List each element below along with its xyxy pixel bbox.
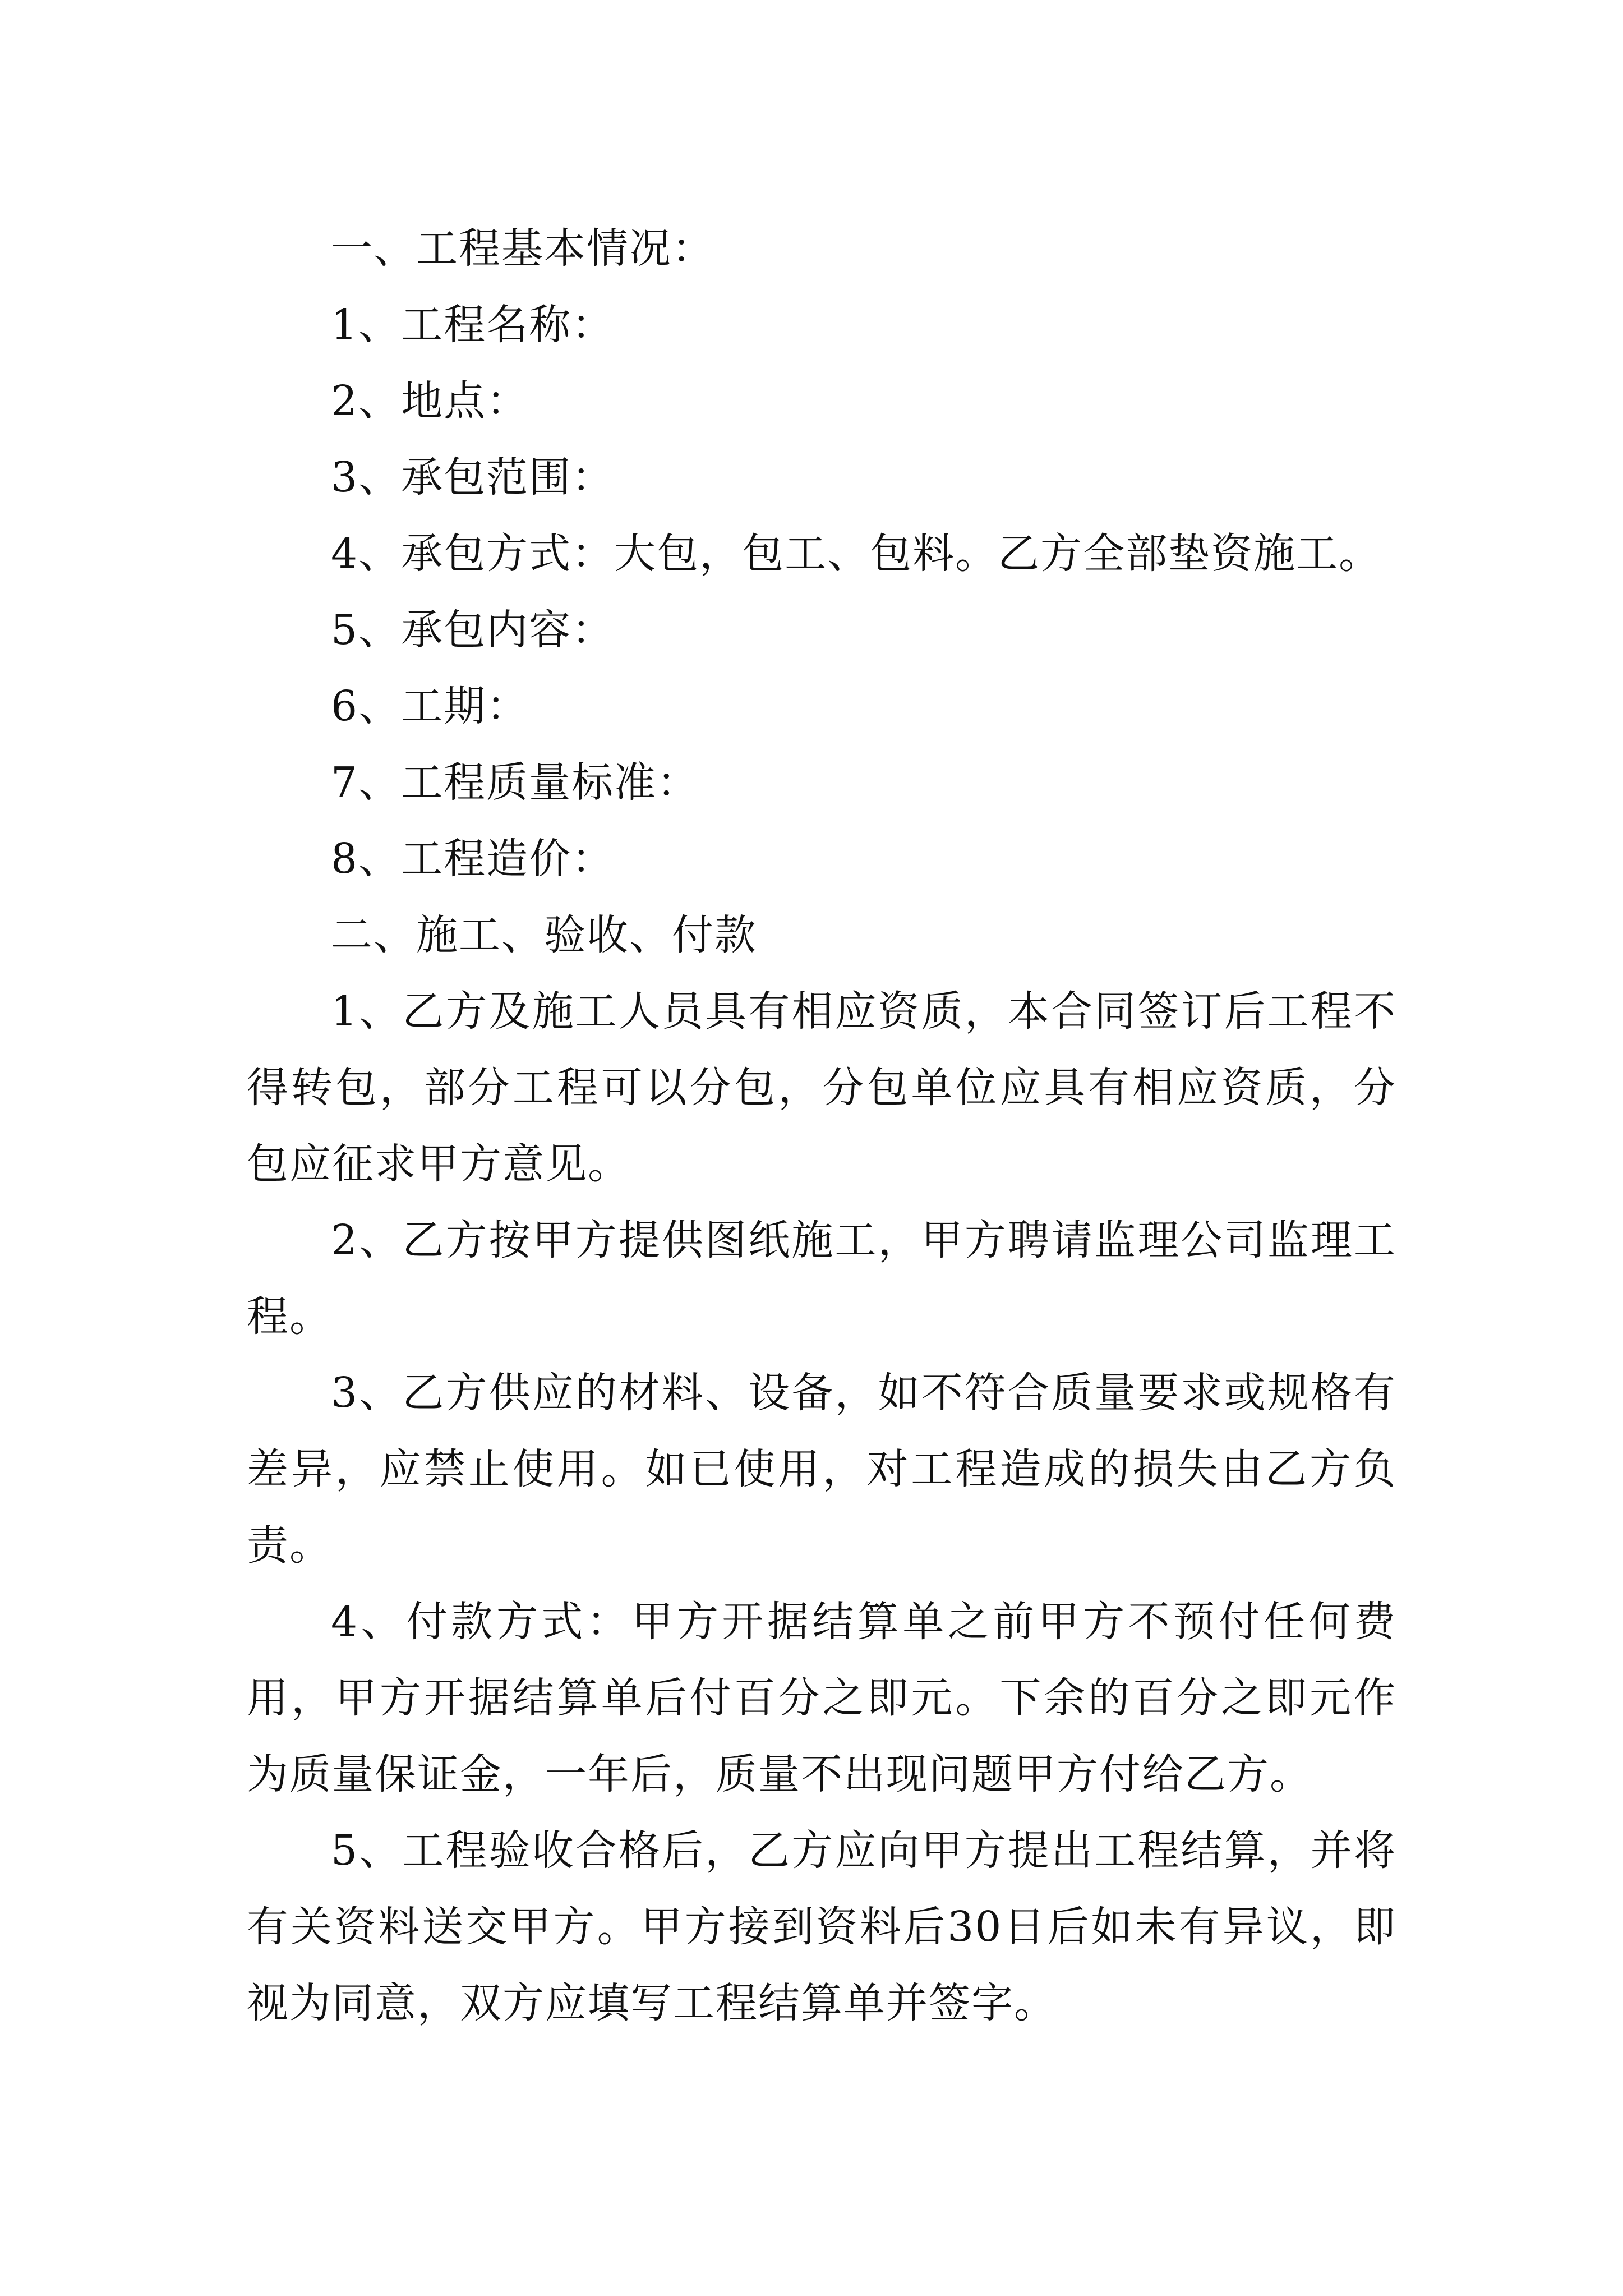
document-page [247, 210, 1396, 2041]
item-contract-scope: 3、承包范围： [331, 453, 615, 501]
item-quality-standard: 7、工程质量标准： [331, 758, 700, 807]
clause-qualification: 1、乙方及施工人员具有相应资质，本合同签订后工程不得转包，部分工程可以分包，分包单位应具有相应资质，分包应征求甲方意见。 [247, 987, 1396, 1188]
item-duration: 6、工期： [331, 682, 529, 730]
item-contract-content: 5、承包内容： [331, 606, 615, 654]
item-project-name: 1、工程名称： [331, 301, 615, 349]
item-location: 2、地点： [331, 377, 529, 425]
section-heading-basic-info: 一、工程基本情况： [331, 224, 714, 273]
item-contract-method: 4、承包方式：大包，包工、包料。乙方全部垫资施工。 [331, 530, 1382, 578]
clause-drawings: 2、乙方按甲方提供图纸施工，甲方聘请监理公司监理工程。 [247, 1216, 1396, 1341]
clause-materials: 3、乙方供应的材料、设备，如不符合质量要求或规格有差异，应禁止使用。如已使用，对工程造成的损失由乙方负责。 [247, 1369, 1396, 1570]
clause-payment: 4、付款方式：甲方开据结算单之前甲方不预付任何费用，甲方开据结算单后付百分之即元。下余的百分之即元作为质量保证金，一年后，质量不出现问题甲方付给乙方。 [247, 1598, 1396, 1798]
section-heading-construction: 二、施工、验收、付款 [331, 911, 757, 959]
item-project-cost: 8、工程造价： [331, 835, 615, 883]
clause-acceptance: 5、工程验收合格后，乙方应向甲方提出工程结算，并将有关资料送交甲方。甲方接到资料后30日后如未有异议，即视为同意，双方应填写工程结算单并签字。 [247, 1826, 1396, 2027]
